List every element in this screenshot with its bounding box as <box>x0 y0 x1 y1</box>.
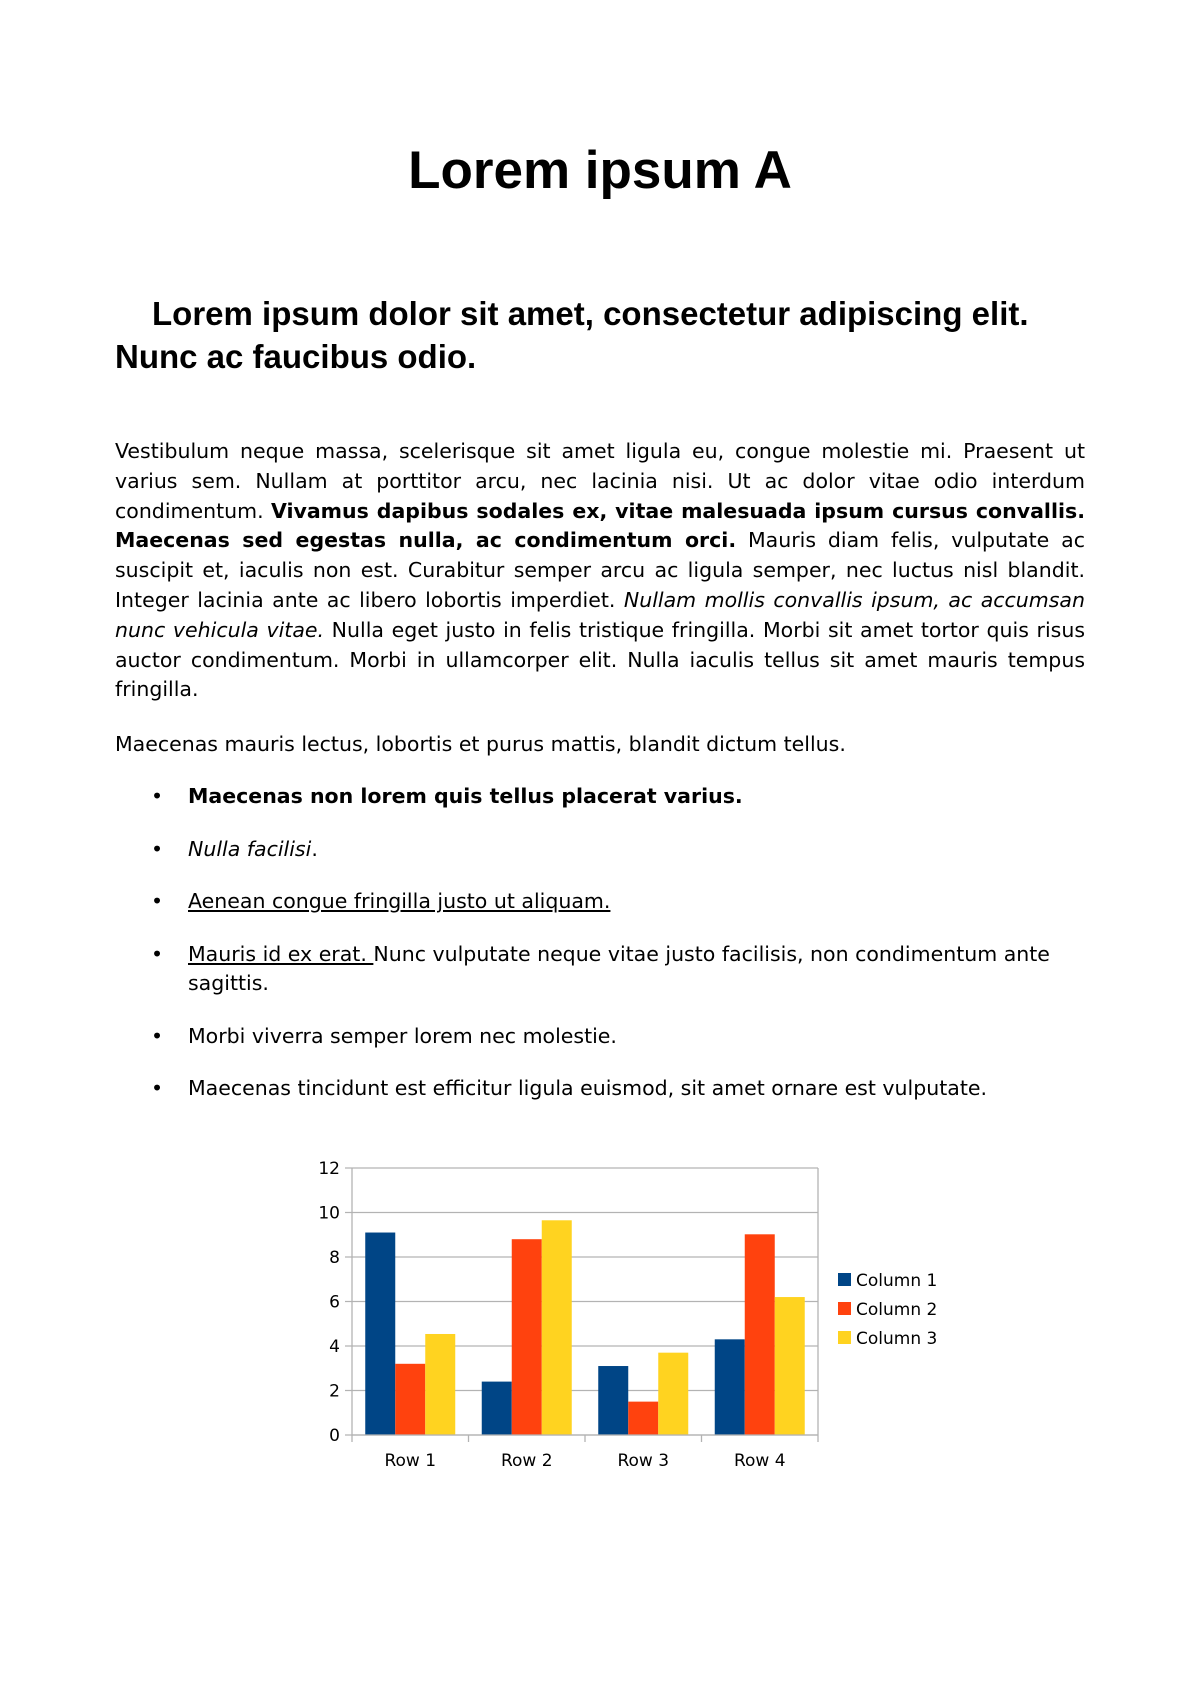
list-item-text: Maecenas tincidunt est efficitur ligula euismod, sit amet ornare est vulputate. <box>188 1076 988 1100</box>
bullet-icon: • <box>151 889 164 913</box>
legend-swatch <box>838 1273 851 1286</box>
list-item-text: Aenean congue fringilla justo ut aliquam. <box>188 889 611 913</box>
legend-label: Column 3 <box>856 1329 938 1349</box>
paragraph-1 <box>115 437 1085 705</box>
legend-swatch <box>838 1302 851 1315</box>
bar <box>745 1234 775 1435</box>
bar <box>775 1297 805 1435</box>
list-item-text: Maecenas non lorem quis tellus placerat varius. <box>188 784 743 808</box>
paragraph-2: Maecenas mauris lectus, lobortis et purus mattis, blandit dictum tellus. <box>115 732 846 756</box>
y-tick-label: 4 <box>329 1337 340 1357</box>
bar <box>715 1339 745 1435</box>
y-tick-label: 8 <box>329 1248 340 1268</box>
bar <box>542 1220 572 1435</box>
list-item <box>115 782 1085 812</box>
bar <box>482 1382 512 1435</box>
list-item-text: . <box>311 836 318 861</box>
legend-swatch <box>838 1331 851 1344</box>
bar <box>598 1366 628 1435</box>
list-item-text: Nulla facilisi <box>188 836 312 861</box>
x-tick-label: Row 2 <box>500 1451 553 1471</box>
bullet-icon: • <box>151 784 164 808</box>
y-tick-label: 2 <box>329 1381 340 1402</box>
bullet-icon: • <box>151 941 164 966</box>
y-tick-label: 0 <box>329 1426 340 1446</box>
list-item <box>115 940 1085 999</box>
bullet-icon: • <box>151 836 164 861</box>
x-tick-label: Row 1 <box>384 1451 437 1471</box>
list-item <box>115 835 1085 865</box>
list-item <box>115 887 1085 917</box>
legend-label: Column 1 <box>856 1271 938 1291</box>
bar <box>512 1239 542 1435</box>
y-tick-label: 12 <box>318 1159 340 1179</box>
paragraph-1-text-b: Mauris diam felis, vulputate ac suscipit et, iaculis non est. Curabitur semper arcu ac ligula semper, nec luctus nisl blandit. Integer lacinia ante ac libero lobortis imperdiet. <box>115 528 1085 612</box>
bar <box>395 1364 425 1435</box>
list-item <box>115 1074 1085 1104</box>
bar-chart <box>300 1148 960 1488</box>
paragraph-1-text-c: Nulla eget justo in felis tristique fringilla. Morbi sit amet tortor quis risus auctor condimentum. Morbi in ullamcorper elit. Nulla iaculis tellus sit amet mauris tempus fringilla. <box>115 617 1085 702</box>
page-title: Lorem ipsum A <box>408 141 792 200</box>
subtitle: Lorem ipsum dolor sit amet, consectetur adipiscing elit. Nunc ac faucibus odio. <box>115 295 1029 375</box>
list-item <box>115 1022 1085 1052</box>
bullet-list <box>115 782 1085 1127</box>
list-item-text: Mauris id ex erat. <box>188 941 374 966</box>
y-tick-label: 6 <box>329 1292 340 1313</box>
bar <box>628 1402 658 1435</box>
y-tick-label: 10 <box>318 1203 340 1224</box>
paragraph-1-text-a: Vestibulum neque massa, scelerisque sit amet ligula eu, congue molestie mi. Praesent ut varius sem. Nullam at porttitor arcu, nec lacinia nisi. Ut ac dolor vitae odio interdum condimentum. <box>115 439 1085 523</box>
paragraph-1-bold-text: Vivamus dapibus sodales ex, vitae malesuada ipsum cursus convallis. Maecenas sed egestas nulla, ac condimentum orci. <box>115 498 1086 553</box>
bar <box>365 1233 395 1435</box>
list-item-text: Nunc vulputate neque vitae justo facilisis, non condimentum ante sagittis. <box>188 941 1050 995</box>
paragraph-1-italic-text: Nullam mollis convallis ipsum, ac accumsan nunc vehicula vitae. <box>115 587 1085 642</box>
bar <box>658 1353 688 1435</box>
bullet-icon: • <box>151 1023 164 1048</box>
x-tick-label: Row 3 <box>617 1451 670 1471</box>
x-tick-label: Row 4 <box>733 1451 786 1471</box>
bullet-icon: • <box>151 1076 164 1100</box>
list-item-text: Morbi viverra semper lorem nec molestie. <box>188 1023 617 1048</box>
legend-label: Column 2 <box>856 1300 938 1320</box>
bar <box>425 1334 455 1435</box>
